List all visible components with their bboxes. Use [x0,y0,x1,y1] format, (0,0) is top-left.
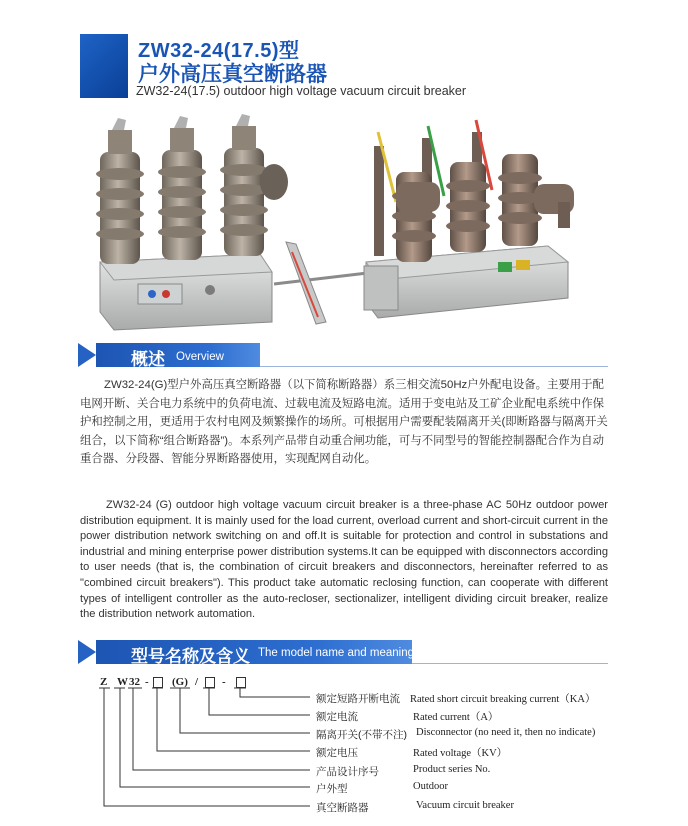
model-label-cn: 真空断路器 [316,802,369,814]
model-label-en: Vacuum circuit breaker [416,800,514,811]
model-code-32: 32 [129,676,140,688]
overview-text-en: ZW32-24 (G) outdoor high voltage vacuum circuit breaker is a three-phase AC 50Hz outdoor power distribution equipment. It is mainly used for the load current, overload current and short-circuit current in the power distribution network switching on and off.It is suitable for protection and control in substations and industrial and mining enterprise power distribution systems.It can be equipped with disconnectors according to user needs (that is, the combination of circuit breakers and disconnectors, hereinafter referred to as "combined circuit breakers"). This product take automatic reclosing function, can cooperate with different types of intelligent controller as the auto-recloser, sectionalizer, intelligent dividing circuit breaker, realize the distribution network automation. [80,499,608,621]
model-code-z: Z [100,676,108,688]
model-label-en: Product series No. [413,764,491,775]
model-label-cn: 额定电压 [316,747,358,759]
model-label-en: Rated voltage（KV） [413,748,508,759]
overview-heading-cn: 概述 [131,350,165,369]
model-label-cn: 产品设计序号 [316,766,379,778]
page-title: ZW32-24(17.5)型 [138,40,300,62]
model-code-dash-2: - [222,676,226,688]
overview-text-cn: ZW32-24(G)型户外高压真空断路器（以下简称断路器）系三相交流50Hz户外配电设备。主要用于配电网开断、关合电力系统中的负荷电流、过载电流及短路电流。适用于变电站及工矿企业配电系统中作保护和控制之用，更适用于农村电网及频繁操作的场所。可根据用户需要配装隔离开关(即断路器与隔离开关组合，以下简称“组合断路器”)。本系列产品带自动重合闸功能，可与不同型号的智能控制器配合作为自动重合器、分段器、智能分界断路器使用，实现配网自动化。 [80,379,608,465]
model-label-en: Outdoor [413,781,448,792]
model-label-cn: 额定短路开断电流 [316,693,400,705]
model-code-w: W [117,676,128,688]
model-label-cn: 户外型 [316,783,348,795]
model-label-en: Rated short circuit breaking current（KA） [410,694,596,705]
model-code-g: (G) [172,676,188,688]
model-code-dash-1: - [145,676,149,688]
model-code-slash: / [195,676,199,688]
model-heading-en: The model name and meaning [258,647,414,659]
page-subtitle-en: ZW32-24(17.5) outdoor high voltage vacuum circuit breaker [136,84,467,98]
model-heading-cn: 型号名称及含义 [131,647,250,666]
model-label-cn: 额定电流 [316,711,358,723]
page-title-cn: 户外高压真空断路器 [138,63,327,86]
model-label-cn: 隔离开关(不带不注) [316,729,407,741]
overview-heading-en: Overview [176,351,224,363]
model-label-en: Disconnector (no need it, then no indicate) [416,727,596,738]
model-label-en: Rated current（A） [413,712,499,723]
